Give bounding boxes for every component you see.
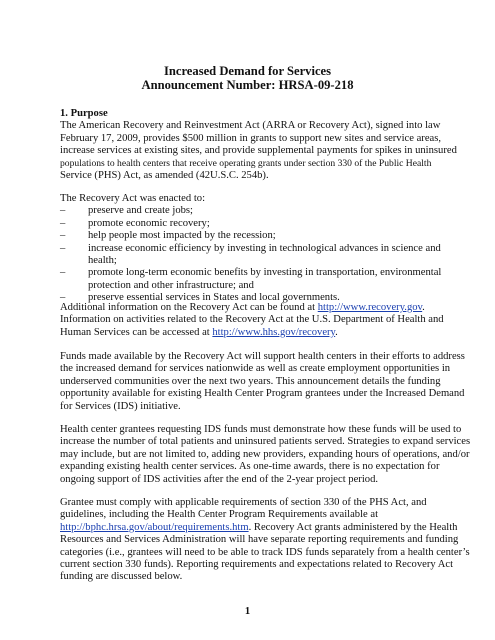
hhs-recovery-link[interactable]: http://www.hhs.gov/recovery	[212, 326, 336, 338]
funds-paragraph: Funds made available by the Recovery Act will support health centers in their efforts to address the increased demand for services nationwide as well as create employment opportunities in underserved communities over the next two years. This announcement details the funding opportunity available for existing Health Center Program grantees under the Increased Demand for Services (IDS) initiative.	[60, 351, 465, 412]
requirements-link[interactable]: http://bphc.hrsa.gov/about/requirements.htm	[60, 521, 249, 533]
list-item: – promote long-term economic benefits by investing in transportation, environmental protection and other infrastructure; and	[60, 267, 442, 291]
compliance-paragraph: Grantee must comply with applicable requirements of section 330 of the PHS Act, and guidelines, including the Health Center Program Requirements available at http://bphc.hrsa.gov/about/requirements.htm. Recovery Act grants administered by the Health Resources and Services Administration will have separate reporting requirements and funding categories (i.e., grantees will need to be able to track IDS funds separately from a health center’s current section 330 funds). Reporting requirements and expectations related to Recovery Act funding are discussed below.	[60, 497, 470, 583]
recovery-act-goals	[60, 193, 450, 305]
list-item: – preserve essential services in States and local governments.	[60, 292, 340, 304]
grantees-paragraph: Health center grantees requesting IDS funds must demonstrate how these funds will be used to increase the number of total patients and uninsured patients served. Strategies to expand services may include, but are not limited to, adding new providers, expanding hours of operations, and/or expanding existing health center services. As one-time awards, there is no expectation for ongoing support of IDS activities after the end of the 2-year project period.	[60, 424, 471, 485]
goals-list	[60, 205, 450, 304]
purpose-line: The American Recovery and Reinvestment Act (ARRA or Recovery Act), signed into law	[60, 120, 441, 132]
purpose-line: Service (PHS) Act, as amended (42U.S.C. 254b).	[60, 170, 269, 182]
page-number: 1	[244, 606, 251, 617]
document-title: Increased Demand for Services	[163, 64, 332, 78]
list-item: – help people most impacted by the recession;	[60, 230, 276, 242]
purpose-line: populations to health centers that receive operating grants under section 330 of the Public Health	[60, 157, 432, 169]
list-item: – promote economic recovery;	[60, 217, 210, 229]
additional-info: Additional information on the Recovery Act can be found at http://www.recovery.gov. Information on activities related to the Recovery Act at the U.S. Department of Health and Human Services can be accessed at http://www.hhs.gov/recovery.	[60, 302, 444, 338]
purpose-line: increase services at existing sites, and provide supplemental payments for spikes in uninsured	[60, 145, 457, 157]
recovery-intro: The Recovery Act was enacted to:	[60, 193, 206, 204]
list-item: – preserve and create jobs;	[60, 205, 194, 217]
announcement-number: Announcement Number: HRSA-09-218	[141, 78, 354, 92]
recovery-gov-link[interactable]: http://www.recovery.gov	[317, 302, 423, 313]
purpose-section	[60, 108, 457, 182]
purpose-line: February 17, 2009, provides $500 million in grants to support new sites and service areas,	[60, 132, 442, 144]
section-heading: 1. Purpose	[60, 108, 108, 119]
list-item: – increase economic efficiency by investing in technological advances in science and health;	[60, 242, 441, 267]
